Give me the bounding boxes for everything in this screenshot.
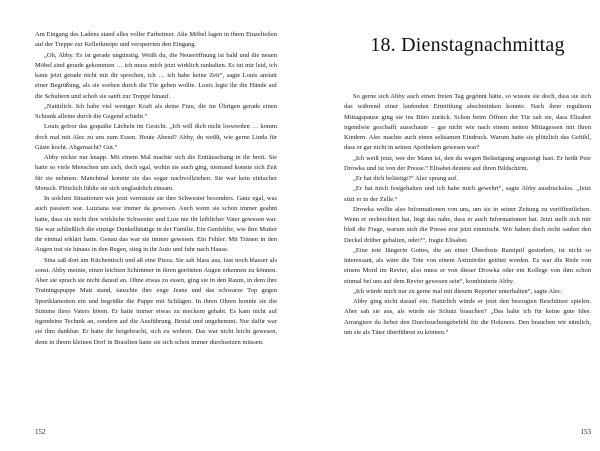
paragraph: In solchen Situationen wie jetzt vermisste sie ihre Schwester besonders. Ganz egal, was auch passiert war. Luiziana war immer da gewesen. Auch wenn sie schon immer geahnt hatte, dass sie nicht ihre wirkliche Schwester und Luiz nie ihr leiblicher Vater gewesen war. Sie war schließlich die einzige Dunkelhäutige in der Familie. Ein Genfehler, wie ihre Mutter ihr einmal erklärt hatte. Genau das war sie immer gewesen. Ein Fehler. Mit Tränen in den Augen trat sie hinaus in den Regen, stieg in ihr Auto und fuhr nach Hause. [35, 195, 277, 254]
page-number: 153 [580, 428, 591, 436]
right-page [300, 0, 600, 451]
paragraph: „Ich würde mich nur zu gerne mal mit diesem Reporter unterhalten“, sagte Alec. [353, 287, 563, 295]
left-page-text [35, 30, 277, 348]
right-page-text [344, 92, 591, 338]
paragraph: „Er hat mich festgehalten und ich habe mich gewehrt“, sagte Abby ausdruckslos. „Jetzt sitzt er in der Zelle.“ [344, 185, 591, 203]
paragraph: Drowka wollte also Informationen von uns, um sie in seiner Zeitung zu veröffentlichen. Wenn er recherchiert hat, liegt das nahe, dass er auch Informationen hat. Jetzt stellt sich mir bloß die Frage, warum sich die Presse erst jetzt einmischt. Wir haben doch recht sauber den Deckel drüber gehalten, oder?“, fragte Elisabet. [344, 205, 591, 244]
paragraph: „Oh, Abby. Es ist gerade ungünstig. Weißt du, die Neueröffnung ist bald und die neuen Möbel sind gerade gekommen … ich muss mich jetzt wirklich ranhalten. Es tut mir leid, ich kann jetzt gerade nicht mit dir sprechen, ich … ich habe keine Zeit“, sagte Louis anstatt einer Begrüßung, als sie soeben durch die Tür gehen wollte. Louis legte ihr die Hände auf die Schultern und schob sie sanft zur Treppe hinauf. [35, 51, 277, 100]
chapter-title: 18. Dienstagnachmittag [370, 34, 565, 56]
paragraph: „Er hat dich belästigt?“ Alec sprang auf. [353, 175, 458, 182]
paragraph: „Eine tote Jüngerin Gottes, die an einer Überdosis Ramipril gestorben, ist nicht so interessant, als wäre die Tote von einem Axtmörder getötet worden. Es war die Rede von einem Mord im Revier, also muss er von dieser Drowka oder ein Kollege von ihm schon einmal bei uns auf dem Revier gewesen sein“, kombinierte Abby. [344, 246, 591, 285]
paragraph: Louis gefror das gequälte Lächeln im Gesicht. „Ich will dich nicht loswerden … komm doch mal mit Alec zu uns zum Essen. Heute Abend? Abby, du weißt, wie gerne Linda für Gäste kocht. Abgemacht? Gut.“ [35, 123, 277, 151]
paragraph: Abby nickte nur knapp. Mit einem Mal machte sich die Enttäuschung in ihr breit. Sie hatte so viele Menschen um sich, doch egal, wohin sie auch ging, niemand konnte sich Zeit für sie nehmen. Manchmal konnte sie das sogar nachvollziehen. Sie war kein einfacher Mensch. Plötzlich fühlte sie sich unglaublich einsam. [35, 154, 277, 192]
paragraph: „Natürlich. Ich habe viel weniger Kraft als deine Frau, die im Übrigen gerade einen Schrank alleine durch die Gegend schiebt.“ [35, 102, 277, 120]
paragraph: Sina saß dort am Küchentisch und aß eine Pizza. Sie sah blass aus, fast noch blasser als sonst. Abby meinte, einen leichten Schimmer in ihren geröteten Augen erkennen zu können. Aber sie sprach sie nicht darauf an. Ohne etwas zu essen, ging sie in den Raum, in dem ihre Trainingspuppe Matt stand, tauschte ihre enge Jeans und das schwarze Top gegen Sportklamotten ein und begrüßte die Puppe mit Schlägen. In ihren Ohren konnte sie die Stimme ihres Vaters hören. Er hatte immer etwas zu meckern gehabt. Es kam nicht auf irgendeine Technik an, sondern auf die Ausführung. Brutal und ungehemmt. Nur dafür war sie ihm dankbar. Er hatte ihr beigebracht, sich zu wehren. Das war nicht leicht gewesen, denn in ihrem kleinen Dorf in Brasilien hatte sie sich schon immer durchsetzen müssen. [35, 256, 277, 346]
paragraph: Abby ging nicht darauf ein. Natürlich würde er jetzt den besorgten Beschützer spielen. Aber sah sie aus, als würde sie Schutz brauchen? „Das halte ich für keine gute Idee. Arrangiere du lieber den Durchsuchungsbefehl für die Holzners. Den brauchen wir nämlich, um sie als Täter überführen zu können.“ [344, 298, 591, 336]
paragraph: „Ich weiß jetzt, wer der Mann ist, den du wegen Belästigung angezeigt hast. Er heißt Pete Drowka und ist von der Presse.“ Elisabet deutete auf ihren Bildschirm. [344, 154, 591, 172]
page-number: 152 [35, 428, 46, 436]
paragraph: So gerne sich Abby auch einen freien Tag gegönnt hätte, so wusste sie doch, dass sie sich das während einer laufenden Ermittlung abschminken konnte. Nach ihrer regulären Mittagspause ging sie ins Büro zurück. Schon beim Öffnen der Tür sah sie, dass Elisabet irgendwie geschafft ausschaute – gar nicht wie nach einem netten Mittagessen mit ihren Kindern. Alec machte auch einen seltsamen Eindruck. Warum hatte sie plötzlich das Gefühl, dass er gar nicht in seinen Apotheken gewesen war? [344, 93, 591, 152]
paragraph: Am Eingang des Ladens stand alles voller Farbeimer. Alte Möbel lagen in ihren Einzelteilen auf der Treppe zur Kellerkneipe und versperrten den Eingang. [35, 31, 277, 49]
